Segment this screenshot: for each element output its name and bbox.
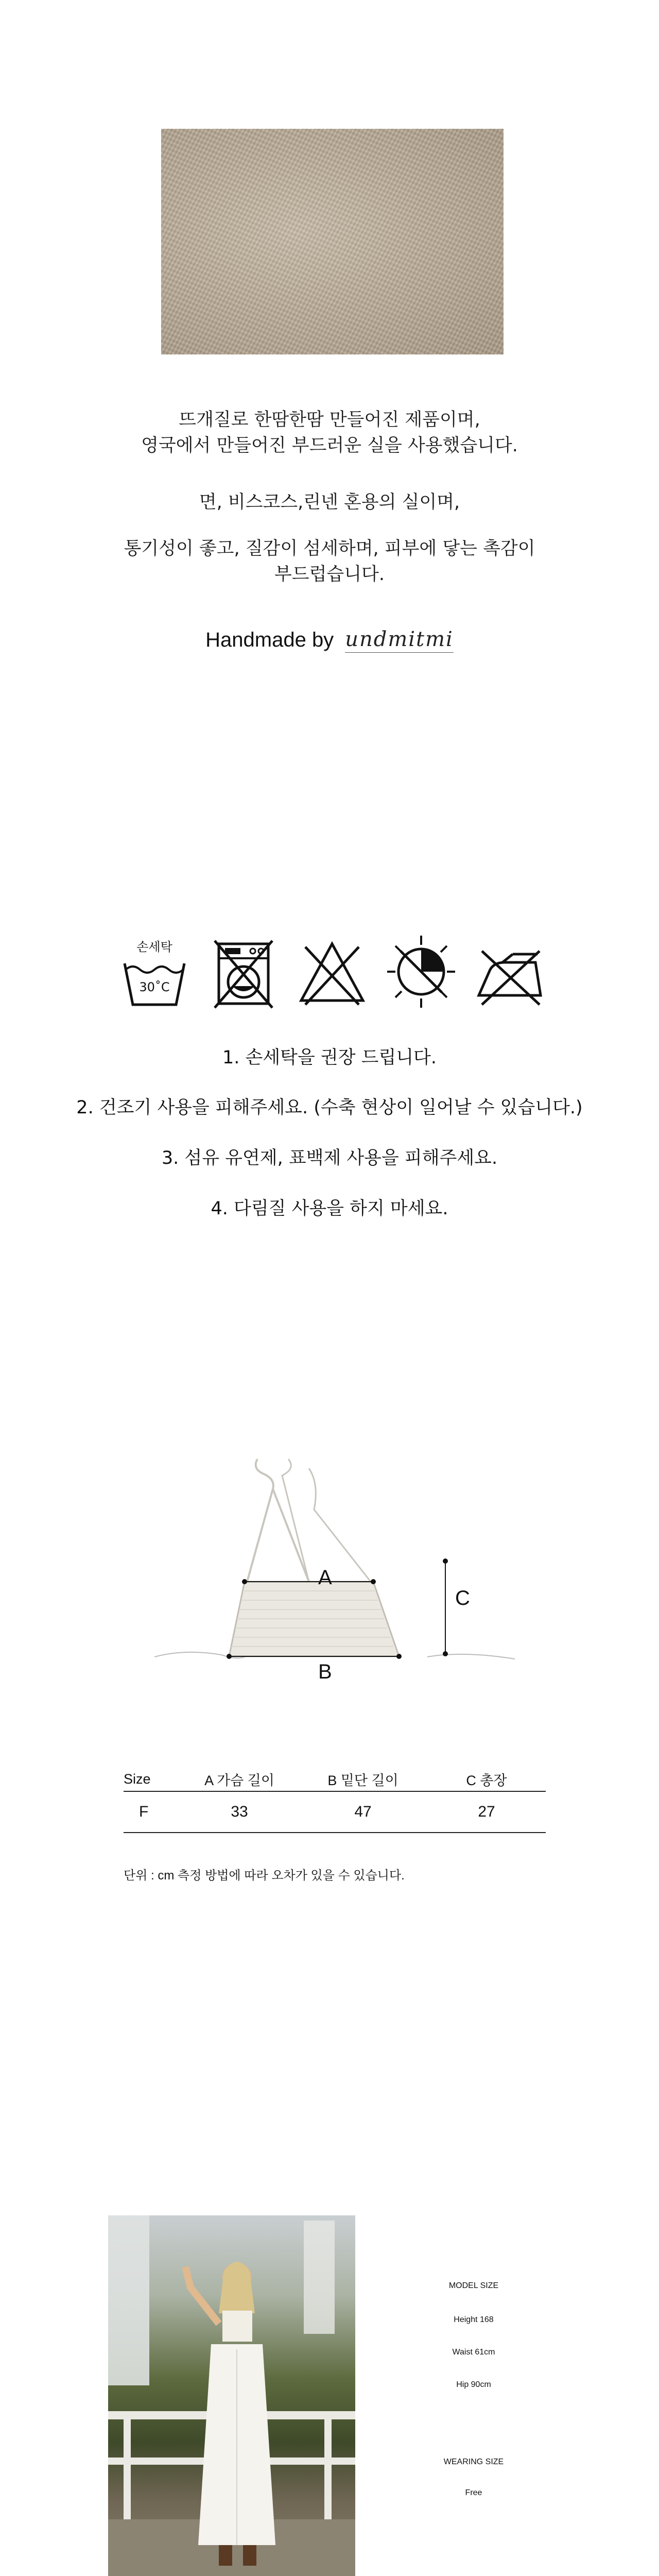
- description-line-1: 뜨개질로 한땀한땀 만들어진 제품이며,: [179, 410, 480, 430]
- dimension-label-b: B: [318, 1660, 332, 1683]
- no-iron-icon: [474, 933, 546, 1010]
- header-hem: B 밑단 길이: [327, 1772, 398, 1788]
- cell-chest: 33: [231, 1803, 248, 1820]
- model-waist: Waist 61cm: [452, 2348, 495, 2357]
- description-line-2: 영국에서 만들어진 부드러운 실을 사용했습니다.: [141, 435, 518, 456]
- dimension-label-a: A: [318, 1566, 332, 1589]
- cell-length: 27: [478, 1803, 495, 1820]
- care-instruction-3: 3. 섬유 유연제, 표백제 사용을 피해주세요.: [161, 1148, 498, 1168]
- handwash-label: 손세탁: [136, 940, 172, 954]
- description-line-3: 면, 비스코스,린넨 혼용의 실이며,: [199, 492, 460, 513]
- no-dry-clean-icon: [385, 933, 457, 1010]
- handwash-temp: 30˚C: [139, 980, 170, 994]
- header-chest: A 가슴 길이: [204, 1772, 274, 1788]
- brand-signature: undmitmi: [345, 628, 454, 653]
- yarn-photo: [161, 129, 504, 354]
- description-line-4: 통기성이 좋고, 질감이 섬세하며, 피부에 닿는 촉감이: [124, 538, 535, 559]
- cell-hem: 47: [354, 1803, 372, 1820]
- handwash-icon: [118, 933, 190, 1010]
- wearing-size-value: Free: [465, 2488, 482, 2497]
- cell-size: F: [139, 1803, 149, 1820]
- size-table: [124, 1767, 546, 1833]
- model-photo: [108, 2215, 355, 2576]
- care-instruction-1: 1. 손세탁을 권장 드립니다.: [222, 1047, 437, 1068]
- size-table-header: [124, 1767, 546, 1792]
- no-tumble-dry-icon: [207, 933, 280, 1010]
- table-row: [124, 1792, 546, 1833]
- description-line-5: 부드럽습니다.: [274, 564, 385, 585]
- model-hip: Hip 90cm: [456, 2380, 491, 2389]
- wearing-size-title: WEARING SIZE: [443, 2458, 504, 2466]
- care-instruction-2: 2. 건조기 사용을 피해주세요. (수축 현상이 일어날 수 있습니다.): [76, 1097, 583, 1118]
- handmade-prefix: Handmade by: [205, 629, 334, 651]
- no-bleach-icon: [296, 933, 368, 1010]
- model-size-title: MODEL SIZE: [448, 2281, 499, 2290]
- model-height: Height 168: [454, 2315, 494, 2324]
- size-diagram: [154, 1453, 515, 1680]
- dimension-label-c: C: [455, 1587, 470, 1609]
- handmade-by: [0, 628, 659, 653]
- unit-note: 단위 : cm 측정 방법에 따라 오차가 있을 수 있습니다.: [124, 1869, 405, 1883]
- header-length: C 총장: [466, 1772, 507, 1788]
- care-instruction-4: 4. 다림질 사용을 하지 마세요.: [211, 1198, 448, 1219]
- header-size: Size: [124, 1771, 151, 1787]
- care-icons-row: [118, 927, 546, 1015]
